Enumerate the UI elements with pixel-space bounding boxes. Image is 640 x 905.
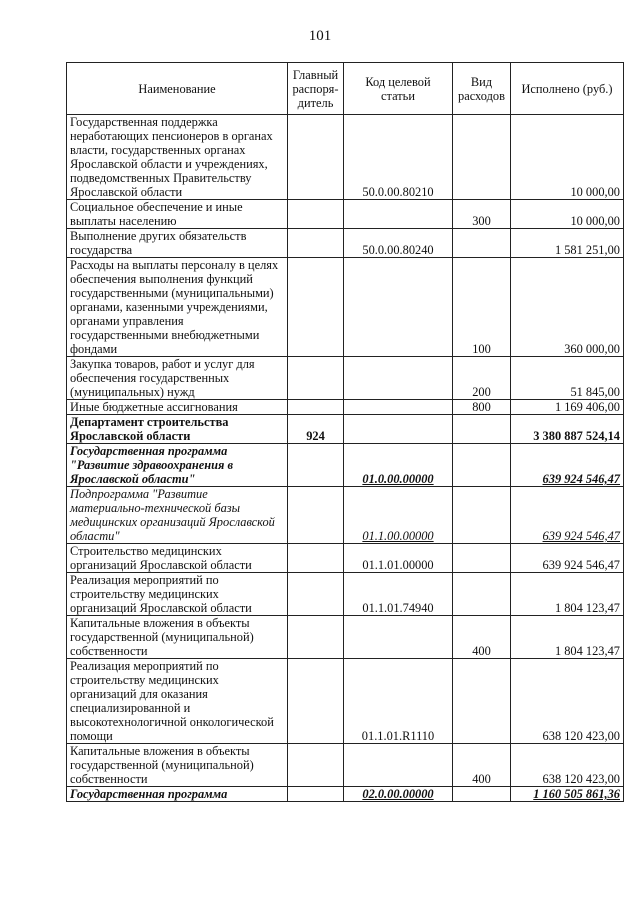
row-owner <box>288 544 344 573</box>
row-expense-type <box>453 787 511 802</box>
row-name: Расходы на выплаты персоналу в целях обеспечения выполнения функций государственными (муниципальными) органами, казенными учреждениями, органами управления государственными внебюджетными фондами <box>67 258 288 357</box>
row-target-code <box>344 415 453 444</box>
row-name: Департамент строительства Ярославской области <box>67 415 288 444</box>
table-row <box>67 659 624 744</box>
program-row <box>67 787 624 802</box>
row-expense-type: 200 <box>453 357 511 400</box>
row-amount: 360 000,00 <box>511 258 624 357</box>
table-row <box>67 744 624 787</box>
row-name: Реализация мероприятий по строительству медицинских организаций Ярославской области <box>67 573 288 616</box>
row-expense-type: 800 <box>453 400 511 415</box>
row-amount: 639 924 546,47 <box>511 444 624 487</box>
row-target-code <box>344 357 453 400</box>
row-owner <box>288 787 344 802</box>
table-row <box>67 115 624 200</box>
row-amount: 1 581 251,00 <box>511 229 624 258</box>
row-owner: 924 <box>288 415 344 444</box>
header-target-code: Код целевой статьи <box>344 63 453 115</box>
row-name: Капитальные вложения в объекты государственной (муниципальной) собственности <box>67 744 288 787</box>
row-owner <box>288 616 344 659</box>
row-owner <box>288 357 344 400</box>
row-name: Выполнение других обязательств государства <box>67 229 288 258</box>
row-owner <box>288 487 344 544</box>
row-expense-type: 300 <box>453 200 511 229</box>
row-amount: 1 804 123,47 <box>511 616 624 659</box>
row-expense-type: 400 <box>453 616 511 659</box>
row-target-code: 50.0.00.80240 <box>344 229 453 258</box>
row-target-code: 01.1.01.R1110 <box>344 659 453 744</box>
row-amount: 1 169 406,00 <box>511 400 624 415</box>
row-name: Подпрограмма "Развитие материально-технической базы медицинских организаций Ярославской области" <box>67 487 288 544</box>
row-owner <box>288 444 344 487</box>
program-row <box>67 444 624 487</box>
row-expense-type <box>453 415 511 444</box>
header-name: Наименование <box>67 63 288 115</box>
row-name: Государственная поддержка неработающих пенсионеров в органах власти, государственных органах Ярославской области и учреждениях, подведомственных Правительству Ярославской области <box>67 115 288 200</box>
row-expense-type <box>453 544 511 573</box>
row-owner <box>288 229 344 258</box>
page-number: 101 <box>308 28 332 44</box>
row-name: Социальное обеспечение и иные выплаты населению <box>67 200 288 229</box>
row-target-code: 01.1.01.00000 <box>344 544 453 573</box>
row-amount: 10 000,00 <box>511 115 624 200</box>
row-target-code <box>344 744 453 787</box>
table-row <box>67 573 624 616</box>
row-target-code: 50.0.00.80210 <box>344 115 453 200</box>
row-target-code <box>344 400 453 415</box>
row-target-code: 02.0.00.00000 <box>344 787 453 802</box>
row-name: Иные бюджетные ассигнования <box>67 400 288 415</box>
row-amount: 638 120 423,00 <box>511 659 624 744</box>
row-amount: 3 380 887 524,14 <box>511 415 624 444</box>
row-name: Государственная программа <box>67 787 288 802</box>
table-row <box>67 544 624 573</box>
row-amount: 51 845,00 <box>511 357 624 400</box>
row-name: Закупка товаров, работ и услуг для обеспечения государственных (муниципальных) нужд <box>67 357 288 400</box>
header-amount: Исполнено (руб.) <box>511 63 624 115</box>
table-row <box>67 400 624 415</box>
row-expense-type: 400 <box>453 744 511 787</box>
row-target-code: 01.1.00.00000 <box>344 487 453 544</box>
row-expense-type <box>453 487 511 544</box>
row-target-code <box>344 616 453 659</box>
row-owner <box>288 573 344 616</box>
row-expense-type <box>453 444 511 487</box>
row-target-code <box>344 258 453 357</box>
table-row <box>67 258 624 357</box>
row-target-code: 01.0.00.00000 <box>344 444 453 487</box>
row-target-code: 01.1.01.74940 <box>344 573 453 616</box>
table-row <box>67 357 624 400</box>
row-amount: 639 924 546,47 <box>511 487 624 544</box>
row-amount: 1 804 123,47 <box>511 573 624 616</box>
row-amount: 1 160 505 861,36 <box>511 787 624 802</box>
budget-execution-table <box>66 62 624 802</box>
row-expense-type <box>453 573 511 616</box>
row-expense-type <box>453 659 511 744</box>
row-owner <box>288 200 344 229</box>
row-expense-type: 100 <box>453 258 511 357</box>
table-row <box>67 616 624 659</box>
table-row <box>67 229 624 258</box>
header-owner: Главный распоря-дитель <box>288 63 344 115</box>
row-owner <box>288 400 344 415</box>
header-expense-type: Вид расходов <box>453 63 511 115</box>
row-amount: 639 924 546,47 <box>511 544 624 573</box>
table-header-row <box>67 63 624 115</box>
row-amount: 638 120 423,00 <box>511 744 624 787</box>
table-row <box>67 200 624 229</box>
row-amount: 10 000,00 <box>511 200 624 229</box>
row-owner <box>288 744 344 787</box>
row-expense-type <box>453 115 511 200</box>
row-name: Государственная программа "Развитие здравоохранения в Ярославской области" <box>67 444 288 487</box>
department-row <box>67 415 624 444</box>
row-owner <box>288 115 344 200</box>
subprogram-row <box>67 487 624 544</box>
row-expense-type <box>453 229 511 258</box>
row-name: Строительство медицинских организаций Ярославской области <box>67 544 288 573</box>
row-name: Капитальные вложения в объекты государственной (муниципальной) собственности <box>67 616 288 659</box>
row-target-code <box>344 200 453 229</box>
row-name: Реализация мероприятий по строительству медицинских организаций для оказания специализированной и высокотехнологичной онкологической помощи <box>67 659 288 744</box>
row-owner <box>288 659 344 744</box>
row-owner <box>288 258 344 357</box>
